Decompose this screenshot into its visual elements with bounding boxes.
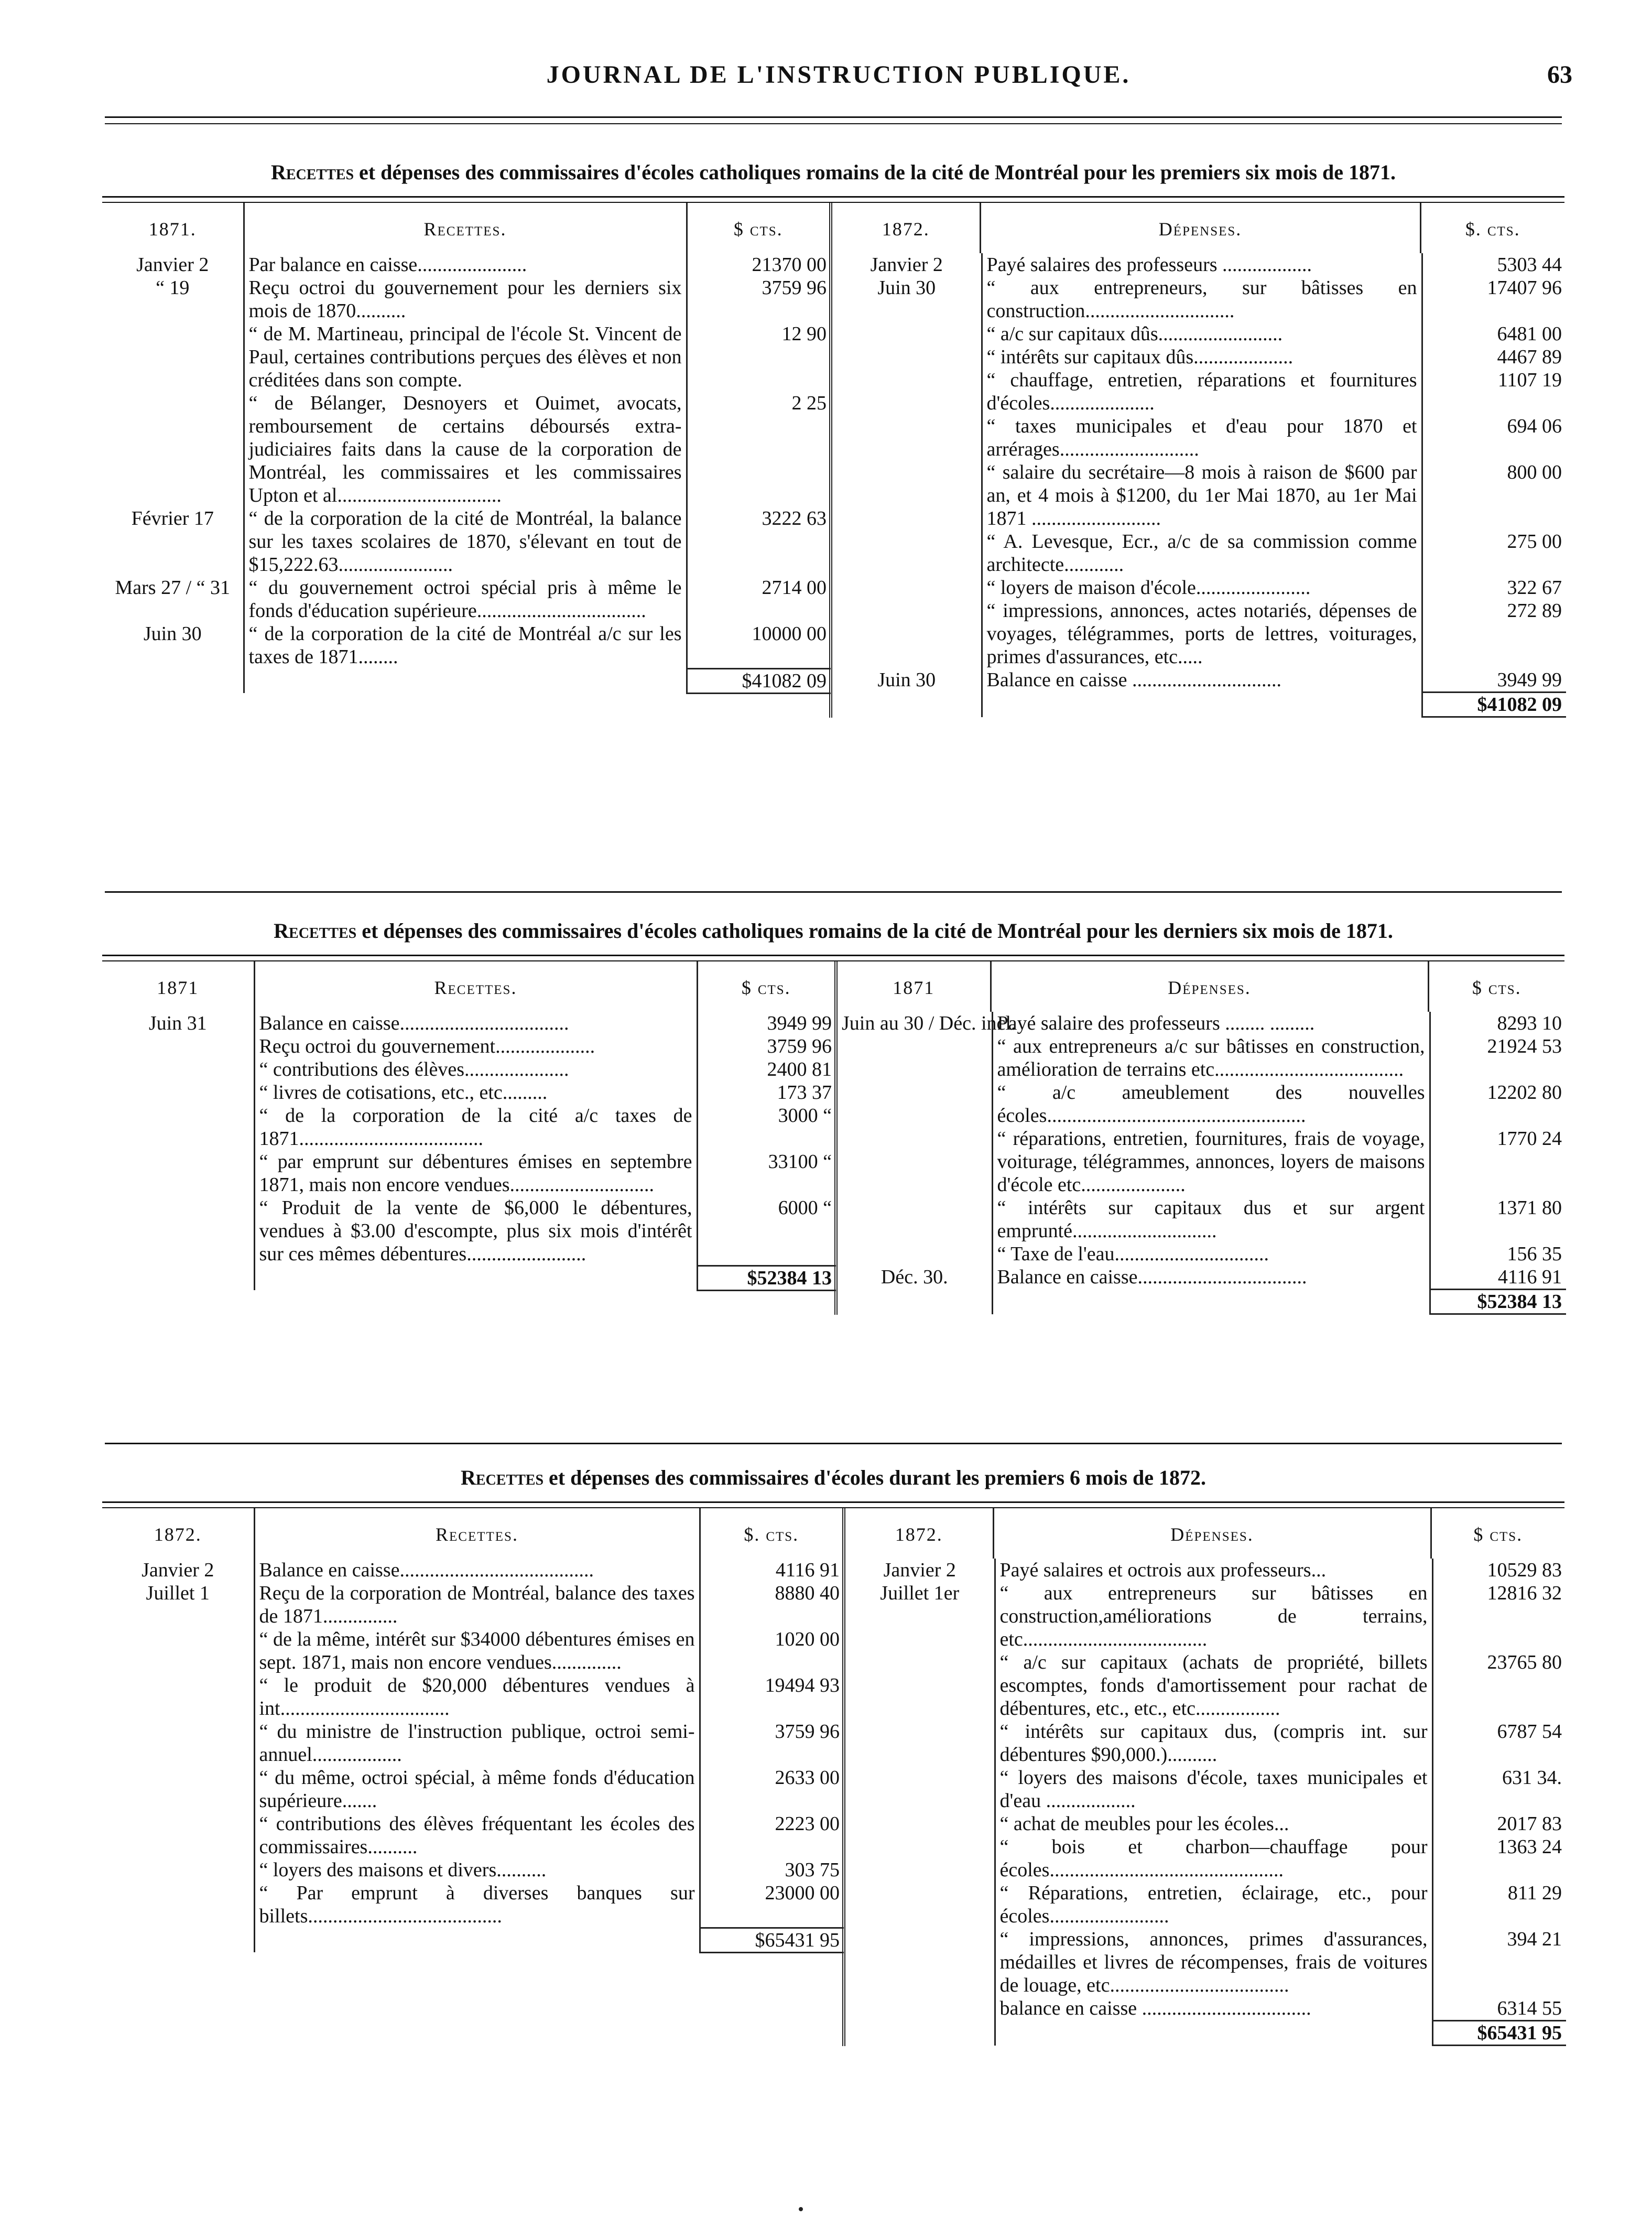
table-row — [845, 1582, 1566, 1651]
table-row — [102, 1720, 844, 1766]
description-cell: “ de la corporation de la cité de Montréal, la balance sur les taxes scolaires de 1870, s'élevant en tout de $15,222.63....................... — [244, 507, 687, 576]
table-row — [102, 1766, 844, 1812]
account-section-1 — [102, 160, 1564, 718]
date-cell — [832, 415, 982, 461]
col-receipts: Recettes. — [254, 1508, 700, 1559]
amount-cell: 2633 00 — [700, 1766, 844, 1812]
print-speck — [799, 2207, 803, 2211]
description-cell: “ a/c ameublement des nouvelles écoles.................................................... — [992, 1081, 1430, 1127]
date-cell — [102, 1881, 254, 1928]
table-row — [832, 276, 1566, 322]
date-cell — [845, 1997, 995, 2021]
table-row — [845, 1720, 1566, 1766]
page-number: 63 — [1547, 61, 1572, 89]
table-row — [838, 1242, 1566, 1266]
description-cell: “ réparations, entretien, fournitures, frais de voyage, voiturage, télégrammes, annonces, loyers de maisons d'école etc..................... — [992, 1127, 1430, 1196]
amount-cell: 3000 “ — [697, 1104, 836, 1150]
date-cell — [102, 1858, 254, 1881]
description-cell: “ Produit de la vente de $6,000 le débentures, vendues à $3.00 d'escompte, plus six mois d'intérêt sur ces mêmes débentures........................ — [254, 1196, 697, 1266]
date-cell — [832, 369, 982, 415]
amount-cell: 2714 00 — [687, 576, 831, 622]
date-cell — [845, 1835, 995, 1881]
description-cell — [845, 2021, 995, 2046]
description-cell: Reçu octroi du gouvernement pour les derniers six mois de 1870.......... — [244, 276, 687, 322]
table-row — [838, 1081, 1566, 1127]
date-cell — [102, 392, 244, 507]
description-cell: “ le produit de $20,000 débentures vendues à int.................................. — [254, 1674, 700, 1720]
description-cell — [844, 1559, 1564, 2046]
description-cell: “ contributions des élèves..................... — [254, 1058, 697, 1081]
description-cell: Reçu octroi du gouvernement.................... — [254, 1035, 697, 1058]
description-cell: “ taxes municipales et d'eau pour 1870 et arrérages............................ — [982, 415, 1422, 461]
amount-cell: 2017 83 — [1432, 1812, 1566, 1835]
table-row — [845, 1559, 1566, 1582]
description-cell: “ aux entrepreneurs, sur bâtisses en construction.............................. — [982, 276, 1422, 322]
description-cell: “ de M. Martineau, principal de l'école St. Vincent de Paul, certaines contributions perçues des élèves et non créditées dans son compte. — [244, 322, 687, 392]
expenses-total: $52384 13 — [1430, 1290, 1566, 1314]
description-cell: “ bois et charbon—chauffage pour écoles............................................... — [995, 1835, 1432, 1881]
amount-cell: 17407 96 — [1422, 276, 1566, 322]
table-row — [838, 1012, 1566, 1035]
table-row — [102, 1812, 844, 1858]
table-row — [102, 1582, 844, 1628]
table-row — [102, 1104, 836, 1150]
table-row — [102, 1674, 844, 1720]
date-cell: Juillet 1 — [146, 1582, 210, 1604]
table-row — [102, 622, 831, 668]
date-cell — [102, 1720, 254, 1766]
date-cell — [832, 530, 982, 576]
amount-cell: 1363 24 — [1432, 1835, 1566, 1881]
amount-cell: 21924 53 — [1430, 1035, 1566, 1081]
date-cell: Mars 27 / “ 31 — [115, 577, 231, 599]
date-cell — [102, 1058, 254, 1081]
description-cell: Par balance en caisse...................... — [244, 253, 687, 276]
amount-cell: 3949 99 — [1422, 668, 1566, 693]
date-cell — [845, 1881, 995, 1928]
description-cell: Balance en caisse.................................. — [992, 1266, 1430, 1290]
description-cell: “ achat de meubles pour les écoles... — [995, 1812, 1432, 1835]
date-cell — [102, 1674, 254, 1720]
description-cell — [254, 1266, 697, 1290]
table-row — [832, 369, 1566, 415]
table-row — [102, 1858, 844, 1881]
amount-cell: 12816 32 — [1432, 1582, 1566, 1651]
table-row — [102, 1628, 844, 1674]
date-cell — [845, 1928, 995, 1997]
amount-cell: 12 90 — [687, 322, 831, 392]
description-cell: “ loyers de maison d'école....................... — [982, 576, 1422, 599]
date-cell: Juin 30 — [877, 277, 936, 299]
date-cell: Juin 30 — [143, 623, 202, 645]
date-cell — [845, 1812, 995, 1835]
table-row — [832, 576, 1566, 599]
amount-cell: 8293 10 — [1430, 1012, 1566, 1035]
description-cell — [992, 1290, 1430, 1314]
amount-cell: 272 89 — [1422, 599, 1566, 668]
amount-cell: 4116 91 — [700, 1559, 844, 1582]
description-cell — [102, 1559, 844, 2046]
date-cell — [102, 1035, 254, 1058]
amount-cell: 5303 44 — [1422, 253, 1566, 276]
description-cell: “ intérêts sur capitaux dus et sur argent emprunté............................. — [992, 1196, 1430, 1242]
table-row — [102, 1081, 836, 1104]
date-cell — [832, 576, 982, 599]
col-year-left: 1872. — [154, 1524, 202, 1545]
description-cell: “ aux entrepreneurs a/c sur bâtisses en construction, amélioration de terrains etc...................................... — [992, 1035, 1430, 1081]
total-row — [102, 1266, 836, 1290]
amount-cell: 1020 00 — [700, 1628, 844, 1674]
amount-cell: 3759 96 — [687, 276, 831, 322]
amount-cell: 694 06 — [1422, 415, 1566, 461]
description-cell — [102, 1266, 254, 1290]
receipts-total: $52384 13 — [697, 1266, 836, 1290]
table-row — [102, 276, 831, 322]
date-cell — [832, 599, 982, 668]
amount-cell: 394 21 — [1432, 1928, 1566, 1997]
total-row — [838, 1290, 1566, 1314]
col-amount-left: $ cts. — [697, 961, 836, 1012]
description-cell: “ de Bélanger, Desnoyers et Ouimet, avocats, remboursement de certains déboursés extra-judiciaires faits dans la cause de la corporation de Montréal, les commissaires et les commissaires Upton et al................................. — [244, 392, 687, 507]
col-year-right: 1872. — [844, 1508, 993, 1559]
table-row — [102, 1881, 844, 1928]
description-cell — [995, 2021, 1432, 2046]
col-year-right: 1871 — [836, 961, 991, 1012]
description-cell: “ intérêts sur capitaux dus, (compris int. sur débentures $90,000.).......... — [995, 1720, 1432, 1766]
amount-cell: 3759 96 — [697, 1035, 836, 1058]
table-row — [102, 1058, 836, 1081]
expenses-list — [845, 1559, 1566, 2046]
description-cell: “ de la même, intérêt sur $34000 débentures émises en sept. 1871, mais non encore vendues.............. — [254, 1628, 700, 1674]
date-cell — [102, 1150, 254, 1196]
amount-cell: 2223 00 — [700, 1812, 844, 1858]
section-caption: Recettes et dépenses des commissaires d'écoles catholiques romains de la cité de Montréal pour les derniers six mois de 1871. — [274, 919, 1393, 943]
date-cell — [102, 1766, 254, 1812]
description-cell: “ Par emprunt à diverses banques sur billets....................................... — [254, 1881, 700, 1928]
amount-cell: 156 35 — [1430, 1242, 1566, 1266]
date-cell — [832, 322, 982, 345]
date-cell: Janvier 2 — [142, 1559, 214, 1581]
col-receipts: Recettes. — [254, 961, 697, 1012]
date-cell — [102, 1628, 254, 1674]
description-cell: “ Taxe de l'eau............................... — [992, 1242, 1430, 1266]
col-amount-right: $. cts. — [1420, 203, 1564, 253]
description-cell: “ aux entrepreneurs sur bâtisses en construction,améliorations de terrains, etc..................................... — [995, 1582, 1432, 1651]
description-cell: balance en caisse .................................. — [995, 1997, 1432, 2021]
table-row — [102, 1559, 844, 1582]
date-cell — [838, 1242, 992, 1266]
description-cell: “ de la corporation de la cité a/c taxes de 1871..................................... — [254, 1104, 697, 1150]
description-cell: Payé salaires et octrois aux professeurs... — [995, 1559, 1432, 1582]
date-cell: Janvier 2 — [883, 1559, 956, 1581]
date-cell: “ 19 — [156, 277, 190, 299]
amount-cell: 800 00 — [1422, 461, 1566, 530]
col-receipts: Recettes. — [244, 203, 687, 253]
amount-cell: 6000 “ — [697, 1196, 836, 1266]
date-cell — [845, 1651, 995, 1720]
col-year-right: 1872. — [831, 203, 980, 253]
table-row — [845, 1651, 1566, 1720]
amount-cell: 6314 55 — [1432, 1997, 1566, 2021]
total-row — [102, 668, 831, 693]
amount-cell: 811 29 — [1432, 1881, 1566, 1928]
description-cell: “ livres de cotisations, etc., etc......... — [254, 1081, 697, 1104]
total-row — [832, 693, 1566, 717]
date-cell: Juillet 1er — [880, 1582, 960, 1604]
description-cell: “ de la corporation de la cité de Montréal a/c sur les taxes de 1871........ — [244, 622, 687, 668]
receipts-list — [102, 1012, 836, 1291]
date-cell: Janvier 2 — [870, 254, 943, 276]
description-cell: “ intérêts sur capitaux dûs.................... — [982, 345, 1422, 369]
amount-cell: 12202 80 — [1430, 1081, 1566, 1127]
journal-title: JOURNAL DE L'INSTRUCTION PUBLIQUE. — [546, 61, 1131, 89]
date-cell — [102, 1812, 254, 1858]
table-row — [102, 392, 831, 507]
description-cell: “ impressions, annonces, primes d'assurances, médailles et livres de récompenses, frais de voitures de louage, etc.................................... — [995, 1928, 1432, 1997]
amount-cell: 10529 83 — [1432, 1559, 1566, 1582]
table-row — [102, 1012, 836, 1035]
table-row — [832, 322, 1566, 345]
col-year-left: 1871. — [148, 219, 197, 240]
col-amount-right: $ cts. — [1428, 961, 1564, 1012]
table-row — [832, 415, 1566, 461]
account-section-3 — [102, 1465, 1564, 2046]
table-row — [838, 1196, 1566, 1242]
table-row — [838, 1266, 1566, 1290]
table-row — [838, 1127, 1566, 1196]
amount-cell: 275 00 — [1422, 530, 1566, 576]
amount-cell: 173 37 — [697, 1081, 836, 1104]
amount-cell: 21370 00 — [687, 253, 831, 276]
amount-cell: 3759 96 — [700, 1720, 844, 1766]
date-cell — [838, 1035, 992, 1081]
description-cell: “ a/c sur capitaux (achats de propriété, billets escomptes, fonds d'amortissement pour rachat de débentures, etc., etc., etc................. — [995, 1651, 1432, 1720]
receipts-list — [102, 253, 831, 694]
receipts-list — [102, 1559, 844, 1953]
table-row — [845, 1766, 1566, 1812]
expenses-list — [832, 253, 1566, 718]
description-cell — [102, 1012, 836, 1315]
amount-cell: 2400 81 — [697, 1058, 836, 1081]
amount-cell: 23000 00 — [700, 1881, 844, 1928]
date-cell — [838, 1081, 992, 1127]
date-cell — [838, 1127, 992, 1196]
amount-cell: 10000 00 — [687, 622, 831, 668]
date-cell: Juin 31 — [148, 1012, 207, 1034]
account-table — [102, 1508, 1564, 2046]
description-cell — [102, 1928, 254, 1952]
amount-cell: 33100 “ — [697, 1150, 836, 1196]
amount-cell: 2 25 — [687, 392, 831, 507]
table-row — [845, 1835, 1566, 1881]
account-table — [102, 203, 1564, 718]
date-cell — [102, 1081, 254, 1104]
amount-cell: 8880 40 — [700, 1582, 844, 1628]
description-cell: “ salaire du secrétaire—8 mois à raison de $600 par an, et 4 mois à $1200, du 1er Mai 1870, au 1er Mai 1871 .......................... — [982, 461, 1422, 530]
description-cell: “ a/c sur capitaux dûs......................... — [982, 322, 1422, 345]
description-cell: “ du gouvernement octroi spécial pris à même le fonds d'éducation supérieure.................................. — [244, 576, 687, 622]
date-cell: Février 17 — [131, 507, 214, 529]
description-cell: “ contributions des élèves fréquentant les écoles des commissaires.......... — [254, 1812, 700, 1858]
date-cell — [832, 461, 982, 530]
date-cell — [845, 1766, 995, 1812]
description-cell: “ du même, octroi spécial, à même fonds d'éducation supérieure....... — [254, 1766, 700, 1812]
page-header — [105, 60, 1572, 102]
amount-cell: 3222 63 — [687, 507, 831, 576]
col-amount-right: $ cts. — [1431, 1508, 1564, 1559]
date-cell — [102, 322, 244, 392]
description-cell: Payé salaire des professeurs ........ ......... — [992, 1012, 1430, 1035]
table-row — [102, 253, 831, 276]
col-expenses: Dépenses. — [991, 961, 1428, 1012]
amount-cell: 303 75 — [700, 1858, 844, 1881]
description-cell: Payé salaires des professeurs .................. — [982, 253, 1422, 276]
description-cell — [836, 1012, 1564, 1315]
amount-cell: 6481 00 — [1422, 322, 1566, 345]
section-caption: Recettes et dépenses des commissaires d'écoles durant les premiers 6 mois de 1872. — [460, 1466, 1207, 1489]
amount-cell: 1770 24 — [1430, 1127, 1566, 1196]
receipts-total: $65431 95 — [700, 1928, 844, 1952]
description-cell: “ Réparations, entretien, éclairage, etc., pour écoles........................ — [995, 1881, 1432, 1928]
date-cell — [102, 1104, 254, 1150]
table-row — [832, 461, 1566, 530]
col-year-left: 1871 — [157, 977, 199, 998]
total-row — [102, 1928, 844, 1952]
table-row — [845, 1928, 1566, 1997]
table-row — [832, 599, 1566, 668]
total-row — [845, 2021, 1566, 2046]
date-cell — [845, 1720, 995, 1766]
description-cell: “ du ministre de l'instruction publique, octroi semi-annuel.................. — [254, 1720, 700, 1766]
table-row — [845, 1997, 1566, 2021]
date-cell — [838, 1196, 992, 1242]
description-cell — [102, 668, 244, 693]
amount-cell: 4467 89 — [1422, 345, 1566, 369]
date-cell: Juin 30 — [877, 669, 936, 691]
col-expenses: Dépenses. — [980, 203, 1420, 253]
description-cell: “ A. Levesque, Ecr., a/c de sa commission comme architecte............ — [982, 530, 1422, 576]
amount-cell: 23765 80 — [1432, 1651, 1566, 1720]
amount-cell: 19494 93 — [700, 1674, 844, 1720]
table-row — [845, 1881, 1566, 1928]
description-cell: “ loyers des maisons et divers.......... — [254, 1858, 700, 1881]
table-row — [102, 1150, 836, 1196]
account-section-2 — [102, 918, 1564, 1315]
table-row — [832, 530, 1566, 576]
table-row — [845, 1812, 1566, 1835]
description-cell: “ par emprunt sur débentures émises en septembre 1871, mais non encore vendues............................. — [254, 1150, 697, 1196]
table-row — [832, 345, 1566, 369]
section-rule — [105, 1443, 1562, 1444]
col-amount-left: $. cts. — [700, 1508, 844, 1559]
table-row — [102, 507, 831, 576]
expenses-total: $65431 95 — [1432, 2021, 1566, 2046]
description-cell — [982, 693, 1422, 717]
description-cell: Reçu de la corporation de Montréal, balance des taxes de 1871............... — [254, 1582, 700, 1628]
amount-cell: 6787 54 — [1432, 1720, 1566, 1766]
date-cell: Juin au 30 / Déc. incl. — [842, 1012, 1016, 1034]
col-expenses: Dépenses. — [993, 1508, 1431, 1559]
description-cell — [244, 668, 687, 693]
date-cell — [832, 345, 982, 369]
section-rule — [105, 891, 1562, 893]
header-rule — [105, 116, 1562, 118]
table-row — [832, 668, 1566, 693]
amount-cell: 322 67 — [1422, 576, 1566, 599]
description-cell: “ chauffage, entretien, réparations et fournitures d'écoles..................... — [982, 369, 1422, 415]
amount-cell: 4116 91 — [1430, 1266, 1566, 1290]
section-caption: Recettes et dépenses des commissaires d'écoles catholiques romains de la cité de Montréal pour les premiers six mois de 1871. — [270, 160, 1396, 184]
col-amount-left: $ cts. — [687, 203, 831, 253]
receipts-total: $41082 09 — [687, 668, 831, 693]
description-cell: Balance en caisse.................................. — [254, 1012, 697, 1035]
table-row — [102, 1196, 836, 1266]
table-row — [102, 322, 831, 392]
table-row — [102, 576, 831, 622]
account-table — [102, 961, 1564, 1315]
amount-cell: 631 34. — [1432, 1766, 1566, 1812]
table-row — [832, 253, 1566, 276]
table-row — [838, 1035, 1566, 1081]
amount-cell: 3949 99 — [697, 1012, 836, 1035]
description-cell — [831, 253, 1564, 718]
expenses-list — [838, 1012, 1566, 1315]
table-row — [102, 1035, 836, 1058]
description-cell — [102, 253, 831, 718]
description-cell — [832, 693, 982, 717]
date-cell: Janvier 2 — [136, 254, 209, 276]
description-cell: Balance en caisse .............................. — [982, 668, 1422, 693]
date-cell — [102, 1196, 254, 1266]
description-cell — [254, 1928, 700, 1952]
description-cell: “ loyers des maisons d'école, taxes municipales et d'eau .................. — [995, 1766, 1432, 1812]
amount-cell: 1107 19 — [1422, 369, 1566, 415]
description-cell: “ impressions, annonces, actes notariés, dépenses de voyages, télégrammes, ports de lettres, voiturages, primes d'assurances, etc..... — [982, 599, 1422, 668]
date-cell: Déc. 30. — [881, 1266, 948, 1288]
amount-cell: 1371 80 — [1430, 1196, 1566, 1242]
description-cell — [838, 1290, 992, 1314]
expenses-total: $41082 09 — [1422, 693, 1566, 717]
description-cell: Balance en caisse....................................... — [254, 1559, 700, 1582]
